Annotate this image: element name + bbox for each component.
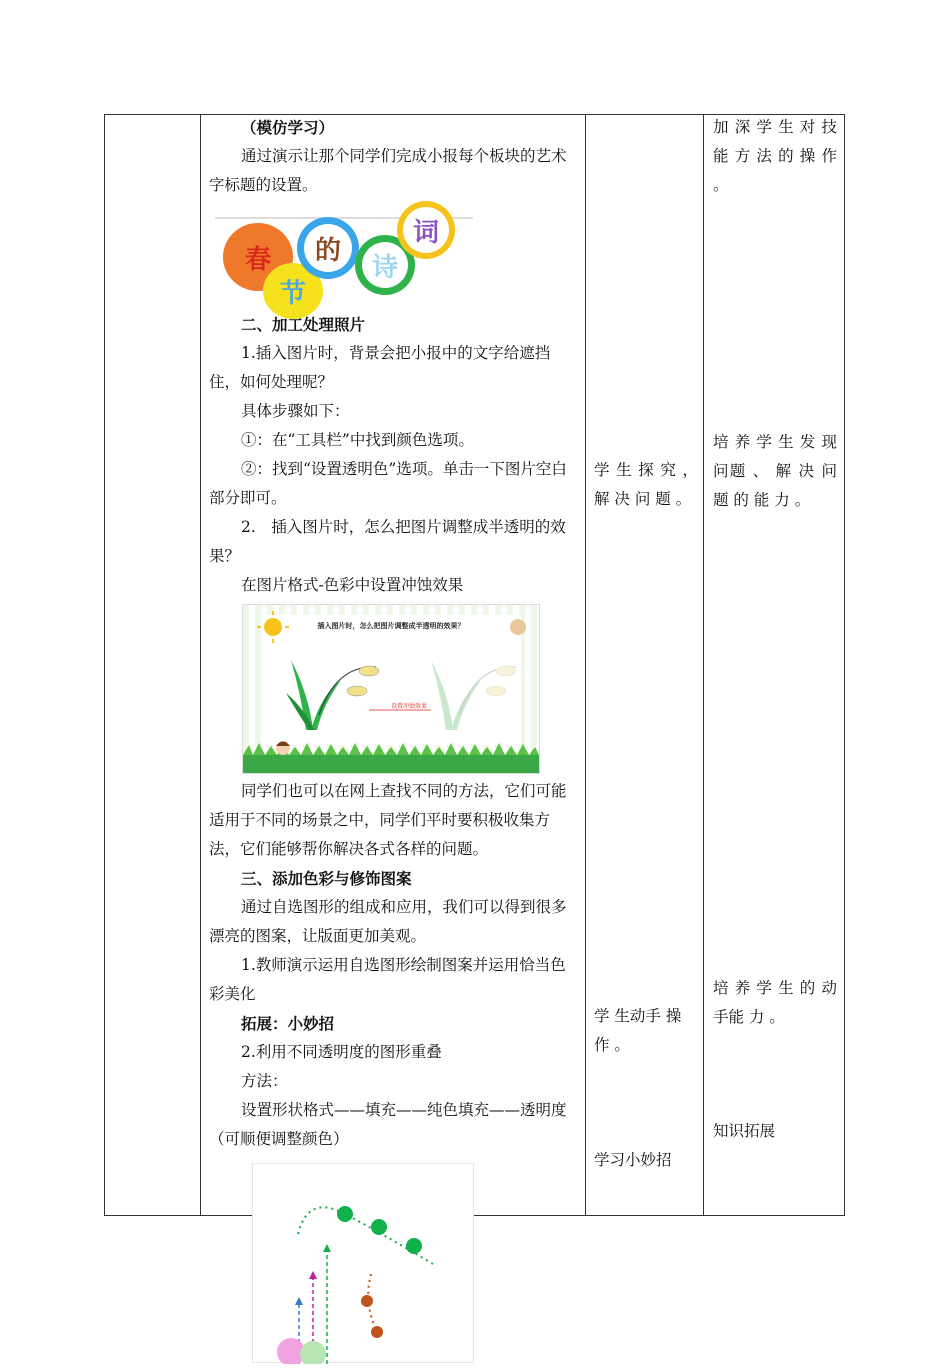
student-activity-explore: 学 生 探 究 ， 解 决 问 题 。 — [594, 461, 698, 508]
section2-heading: 二、加工处理照片 — [241, 315, 366, 334]
question-2: 2. 插入图片时，怎么把图片调整成半透明的效果？ — [209, 518, 566, 565]
art-char-circle: 的 — [297, 217, 359, 279]
step-2: ②：找到“设置透明色”选项。单击一下图片空白部分即可。 — [209, 460, 567, 507]
question-1: 1.插入图片时，背景会把小报中的文字给遮挡住，如何处理呢？ — [209, 344, 551, 391]
art-char-circle: 诗 — [355, 235, 415, 295]
section3-block — [209, 777, 577, 1154]
dotted-curves-illustration — [253, 1164, 475, 1364]
column-divider — [585, 115, 586, 1215]
design-intent-practical: 培 养 学 生 的 动 手能 力 。 — [713, 979, 837, 1026]
extension-heading: 拓展：小妙招 — [241, 1014, 335, 1033]
student-activity-tips: 学习小妙招 — [594, 1151, 672, 1169]
student-activity-hands-on: 学 生动手 操 作 。 — [594, 1007, 682, 1054]
art-char-circle: 词 — [397, 201, 455, 259]
method-label: 方法： — [241, 1072, 288, 1090]
steps-label: 具体步骤如下： — [241, 402, 350, 420]
teaching-content-column — [209, 113, 577, 200]
art-char-circle: 春 — [223, 223, 293, 291]
overlap-step: 2.利用不同透明度的图形重叠 — [241, 1043, 442, 1061]
wash-out-effect-slide — [242, 604, 540, 774]
art-char-circle: 节 — [263, 263, 323, 319]
methods-paragraph: 同学们也可以在网上查找不同的方法，它们可能适用于不同的场景之中，同学们平时要积极收集方法，它们能够帮你解决各式各样的问题。 — [209, 782, 567, 858]
step-1: ①：在“工具栏”中找到颜色选项。 — [241, 431, 474, 449]
section3-heading: 三、添加色彩与修饰图案 — [241, 869, 412, 888]
slide-decorations — [243, 605, 539, 773]
section2-block — [209, 310, 577, 600]
imitation-heading: （模仿学习） — [241, 118, 335, 137]
column-divider — [703, 115, 704, 1215]
design-intent-knowledge: 知识拓展 — [713, 1122, 776, 1140]
design-intent-discover: 培 养 学 生 发 现 问题 、 解 决 问 题 的 能 力 。 — [713, 433, 837, 509]
section3-intro: 通过自选图形的组成和应用，我们可以得到很多漂亮的图案，让版面更加美观。 — [209, 898, 567, 945]
method-detail: 设置形状格式——填充——纯色填充——透明度（可顺便调整颜色） — [209, 1101, 567, 1148]
intro-paragraph: 通过演示让那个同学们完成小报每个板块的艺术字标题的设置。 — [209, 147, 567, 194]
demo-step: 1.教师演示运用自选图形绘制图案并运用恰当色彩美化 — [209, 956, 566, 1003]
design-intent-deepen: 加 深 学 生 对 技能 方 法 的 操 作 。 — [713, 118, 837, 194]
question-2-answer: 在图片格式-色彩中设置冲蚀效果 — [241, 576, 464, 594]
transparency-shapes-diagram — [252, 1163, 474, 1363]
art-title-image — [215, 205, 473, 308]
column-divider — [200, 115, 201, 1215]
slide-title: 插入图片时，怎么把图片调整成半透明的效果？ — [317, 622, 465, 630]
slide-caption: 设置冲蚀效果 — [391, 703, 428, 710]
